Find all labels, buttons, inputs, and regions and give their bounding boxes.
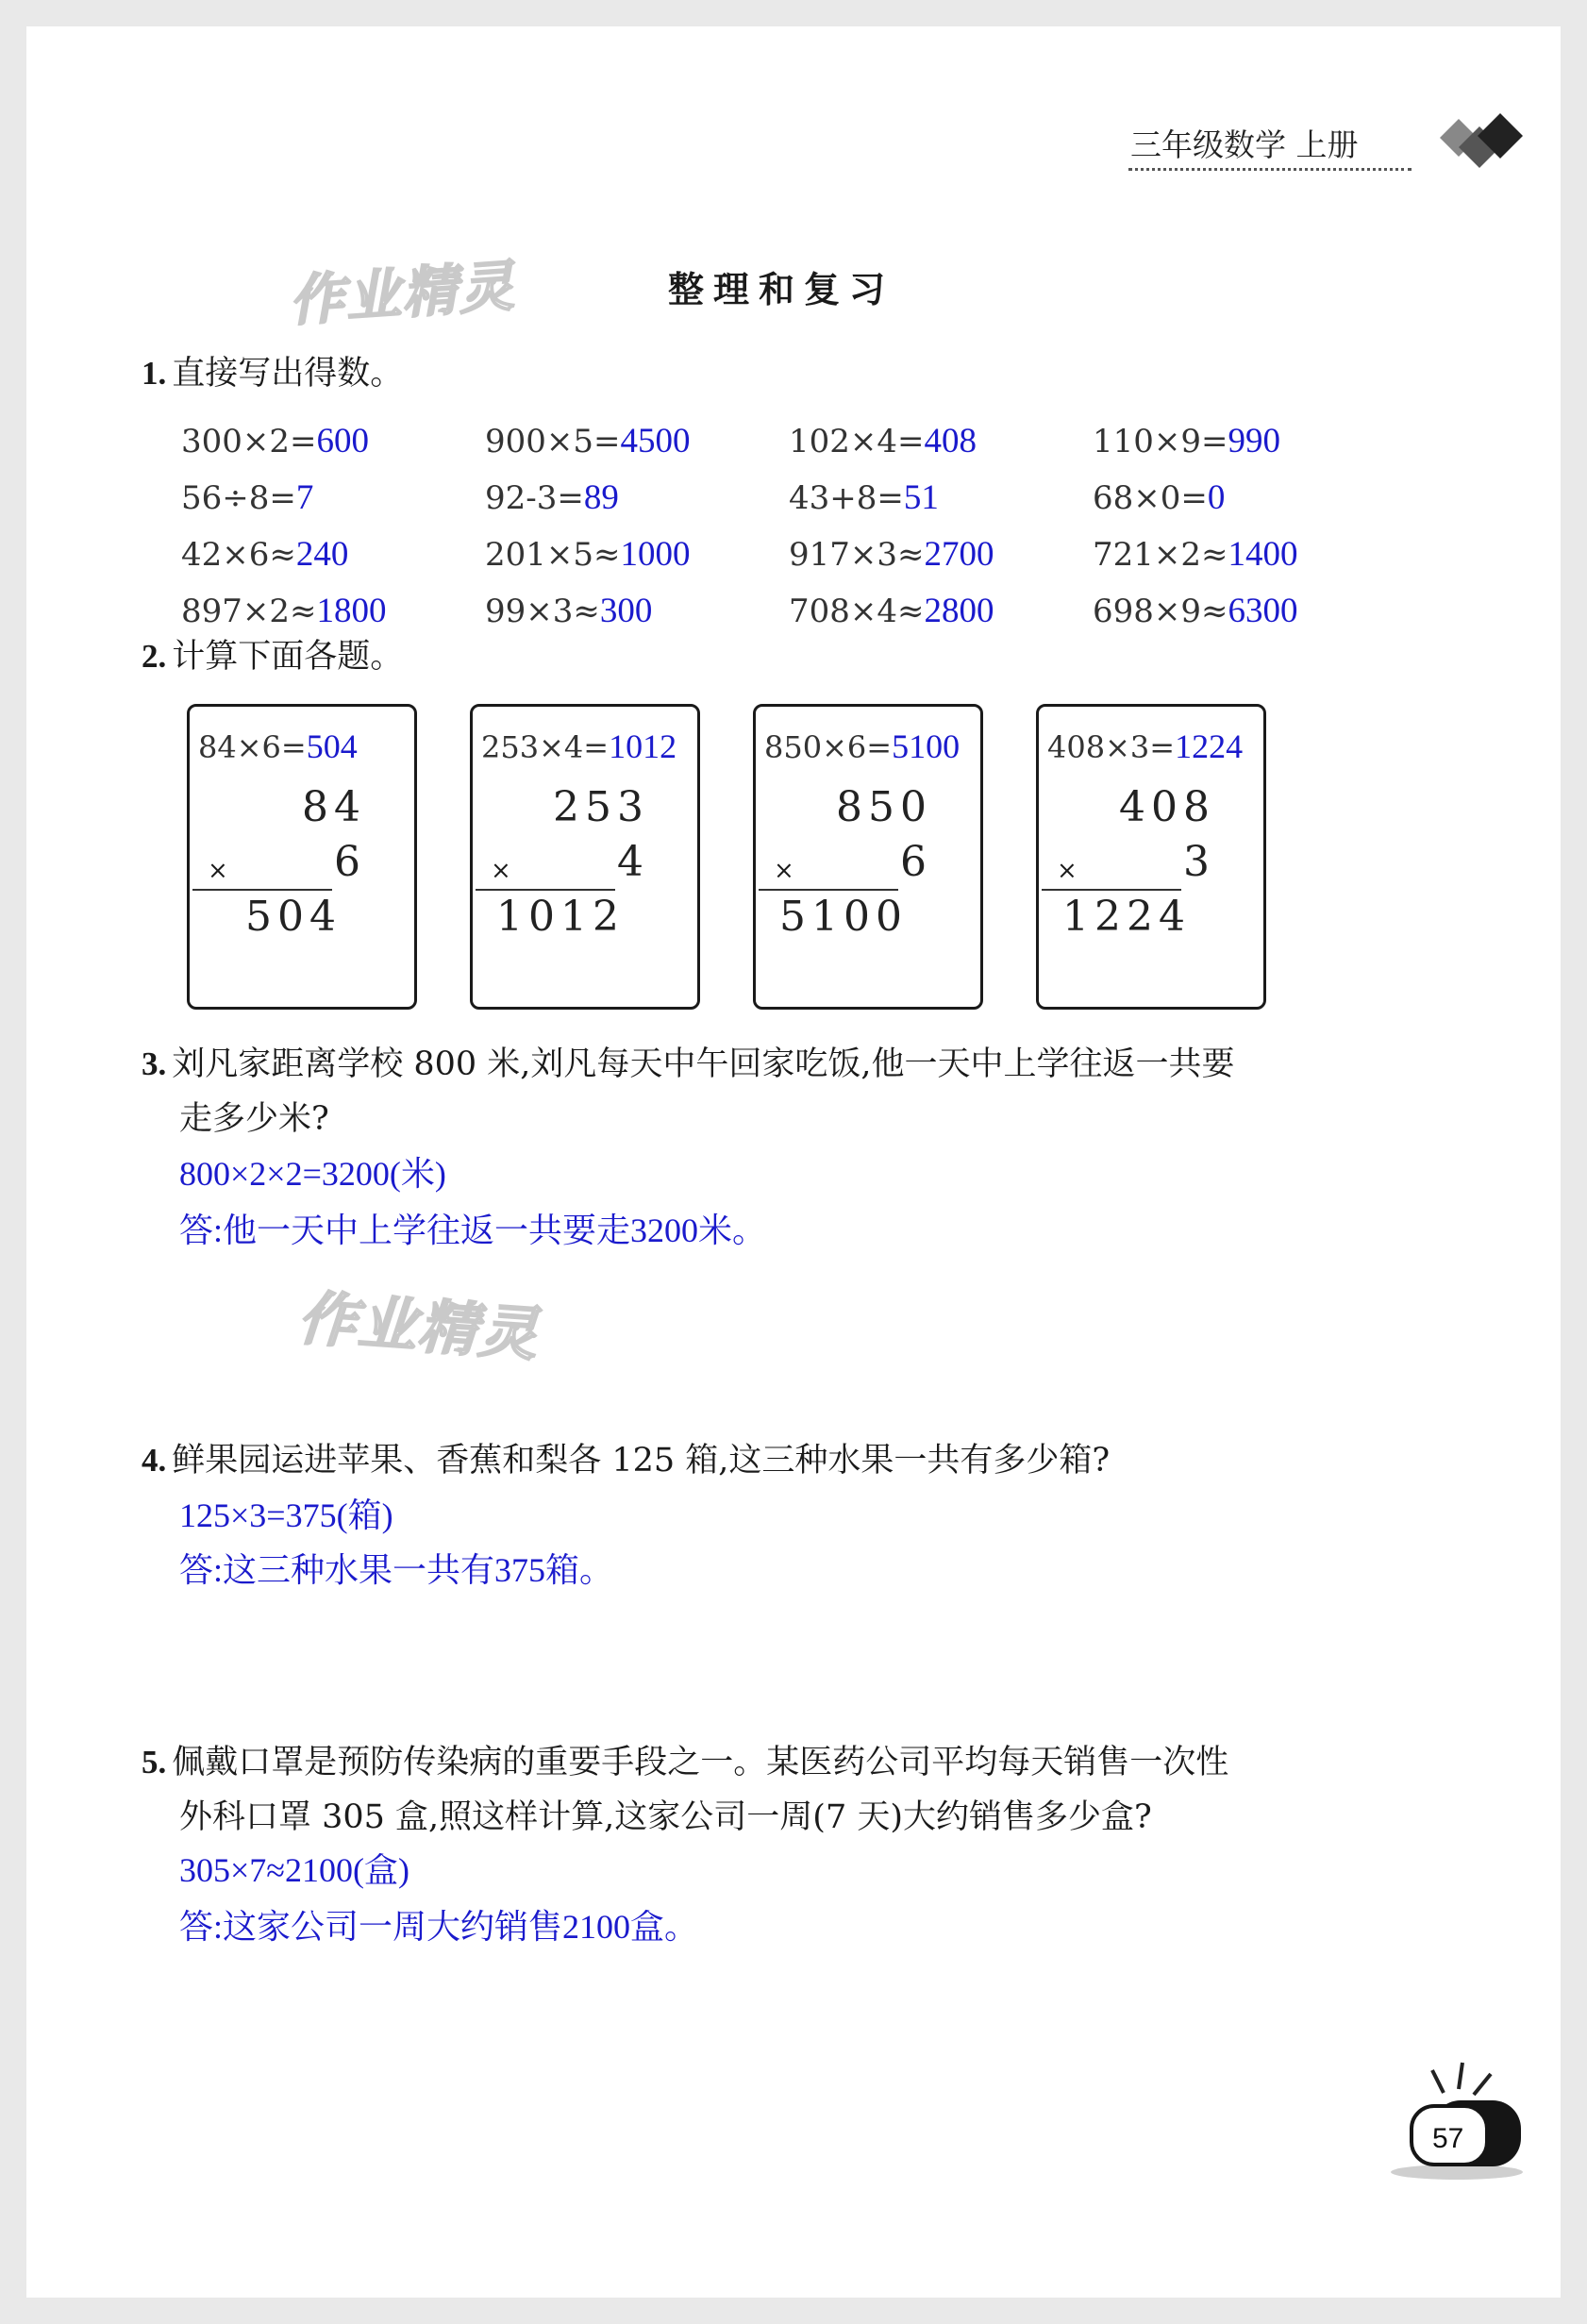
q1-expression: 721×2≈ [1093, 536, 1228, 574]
q2-product: 5100 [779, 893, 908, 941]
q1-equation [181, 477, 313, 518]
q4-prompt [142, 1434, 1110, 1481]
q2-sum-line [759, 889, 898, 891]
q1-expression: 300×2= [181, 423, 317, 460]
q3-prompt-line1 [142, 1038, 1235, 1085]
q2-box-answer: 1012 [609, 727, 677, 765]
q2-times-sign: × [491, 857, 511, 885]
q1-number: 1. [142, 355, 167, 392]
q1-expression: 99×3≈ [485, 593, 600, 630]
q4-calculation: 125×3=375(箱) [179, 1496, 393, 1534]
q2-sum-line [192, 889, 332, 891]
q2-multiplicand: 253 [553, 783, 649, 831]
q1-equation [485, 534, 691, 575]
q1-answer: 0 [1207, 478, 1226, 517]
q2-number: 2. [142, 638, 167, 675]
q2-box-equation [481, 727, 677, 766]
q1-expression: 43+8= [789, 479, 904, 517]
q2-text: 计算下面各题。 [172, 638, 404, 676]
q1-answer: 2700 [924, 535, 994, 574]
q1-answer: 2800 [924, 592, 994, 630]
q1-equation [485, 591, 652, 631]
q2-box-expression: 408×3= [1047, 729, 1176, 765]
page [26, 26, 1561, 2298]
q3-prompt-line2: 走多少米? [179, 1100, 329, 1138]
q2-times-sign: × [774, 857, 794, 885]
q1-expression: 68×0= [1093, 479, 1208, 517]
q1-equation [789, 591, 994, 631]
q1-prompt [142, 347, 403, 394]
q1-answer: 240 [295, 535, 349, 574]
q1-expression: 897×2≈ [181, 593, 317, 630]
q1-answer: 51 [903, 478, 939, 517]
book-title: 三年级数学 上册 [1130, 126, 1359, 163]
q2-box-answer: 5100 [892, 727, 961, 765]
q2-multiplicand: 850 [836, 783, 932, 831]
q1-answer: 1800 [316, 592, 387, 630]
q1-equation [181, 534, 348, 575]
q2-multiplicand: 84 [302, 783, 366, 831]
q5-calculation: 305×7≈2100(盒) [179, 1851, 410, 1889]
q1-equation [789, 534, 994, 575]
q2-box-expression: 850×6= [764, 729, 893, 765]
q2-box-equation [764, 727, 960, 766]
q1-equation [181, 591, 387, 631]
q2-box-expression: 84×6= [198, 729, 307, 765]
q1-equation [485, 421, 691, 461]
q1-answer: 6300 [1228, 592, 1298, 630]
q5-prompt-line2: 外科口罩 305 盒,照这样计算,这家公司一周(7 天)大约销售多少盒? [179, 1798, 1152, 1836]
q1-answer: 408 [924, 422, 977, 460]
q1-expression: 201×5≈ [485, 536, 621, 574]
q2-multiplicand: 408 [1119, 783, 1215, 831]
q1-expression: 102×4= [789, 423, 925, 460]
q2-multiplier: 6 [900, 838, 932, 886]
q1-expression: 917×3≈ [789, 536, 925, 574]
q5-prompt-line1 [142, 1736, 1228, 1783]
q1-expression: 56÷8= [181, 479, 296, 517]
q2-box-answer: 504 [306, 727, 358, 765]
q1-answer: 1400 [1228, 535, 1298, 574]
q1-expression: 92-3= [485, 479, 584, 517]
q3-calculation: 800×2×2=3200(米) [179, 1155, 446, 1193]
q1-equation [789, 421, 977, 461]
page-number-badge-icon [1385, 2053, 1527, 2185]
q2-sum-line [1042, 889, 1181, 891]
q1-answer: 4500 [620, 422, 691, 460]
q1-text: 直接写出得数。 [172, 355, 404, 393]
q4-text: 鲜果园运进苹果、香蕉和梨各 125 箱,这三种水果一共有多少箱? [172, 1442, 1111, 1480]
q2-multiplier: 3 [1183, 838, 1215, 886]
page-number: 57 [1432, 2123, 1464, 2154]
q2-multiplier: 4 [617, 838, 649, 886]
q3-answer: 答:他一天中上学往返一共要走3200米。 [179, 1212, 767, 1249]
q4-answer: 答:这三种水果一共有375箱。 [179, 1551, 614, 1589]
q2-times-sign: × [208, 857, 228, 885]
q3-text-line1: 刘凡家距离学校 800 米,刘凡每天中午回家吃饭,他一天中上学往返一共要 [172, 1045, 1235, 1083]
q1-expression: 110×9= [1093, 423, 1228, 460]
q2-sum-line [476, 889, 615, 891]
q2-times-sign: × [1057, 857, 1077, 885]
q2-box-answer: 1224 [1175, 727, 1244, 765]
diamond-decoration-icon [1421, 109, 1534, 185]
q1-equation [181, 421, 369, 461]
q3-number: 3. [142, 1045, 167, 1082]
header-dotted-line [1128, 168, 1412, 171]
q2-product: 1224 [1062, 893, 1191, 941]
q2-prompt [142, 630, 403, 677]
q2-product: 1012 [496, 893, 625, 941]
watermark-middle: 作业精灵 [295, 1283, 542, 1369]
q2-box-expression: 253×4= [481, 729, 610, 765]
page-title: 整理和复习 [668, 269, 895, 310]
q4-number: 4. [142, 1442, 167, 1479]
q1-answer: 89 [583, 478, 619, 517]
q1-equation [1093, 534, 1298, 575]
q1-equation [1093, 591, 1298, 631]
q2-box-equation [1047, 727, 1243, 766]
q1-answer: 7 [295, 478, 314, 517]
q1-answer: 1000 [620, 535, 691, 574]
q5-text-line1: 佩戴口罩是预防传染病的重要手段之一。某医药公司平均每天销售一次性 [172, 1744, 1229, 1781]
q1-answer: 990 [1228, 422, 1281, 460]
q1-equation [1093, 421, 1280, 461]
q5-answer: 答:这家公司一周大约销售2100盒。 [179, 1908, 699, 1946]
q1-equation [485, 477, 619, 518]
q1-equation [1093, 477, 1225, 518]
q2-product: 504 [245, 893, 342, 941]
q1-expression: 708×4≈ [789, 593, 925, 630]
watermark-top: 作业精灵 [287, 253, 518, 334]
q5-number: 5. [142, 1744, 167, 1781]
q2-multiplier: 6 [334, 838, 366, 886]
q1-answer: 600 [316, 422, 370, 460]
q1-expression: 42×6≈ [181, 536, 296, 574]
q1-expression: 698×9≈ [1093, 593, 1228, 630]
q1-expression: 900×5= [485, 423, 621, 460]
q1-equation [789, 477, 939, 518]
q1-answer: 300 [599, 592, 653, 630]
q2-box-equation [198, 727, 358, 766]
